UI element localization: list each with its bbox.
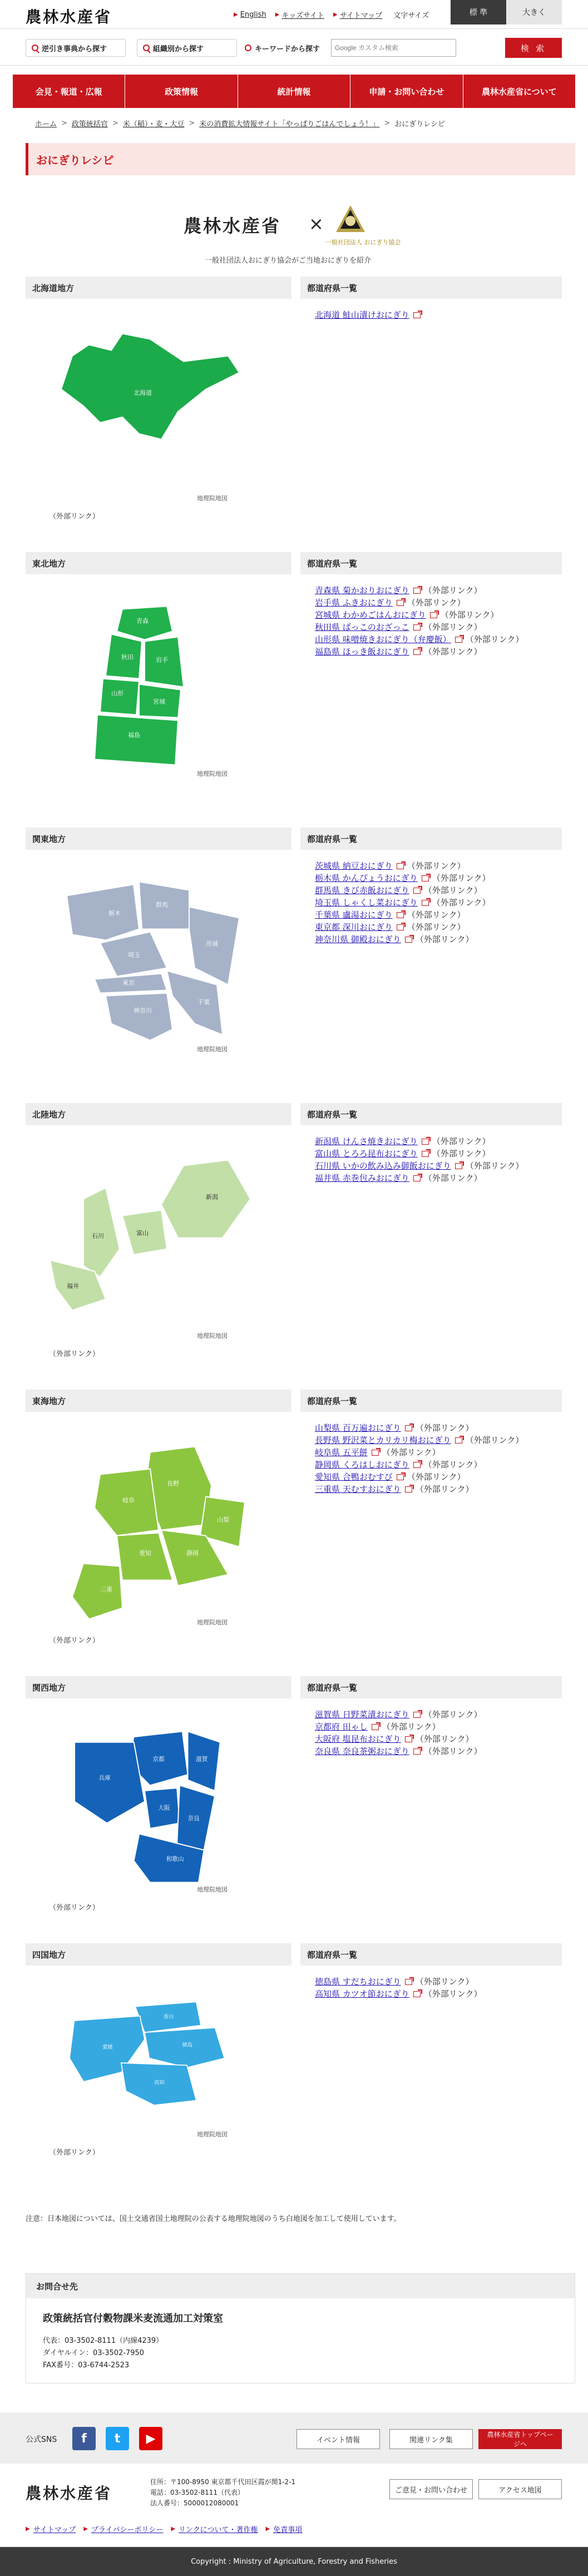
page-title: おにぎりレシピ — [26, 143, 575, 175]
external-link-icon — [413, 1991, 421, 1997]
breadcrumb-current: おにぎりレシピ — [394, 120, 445, 129]
prefecture-recipe-link[interactable]: 愛知県 合鴨おむすび — [315, 1472, 393, 1482]
prefecture-item — [315, 872, 490, 884]
search-by-org-label: 組織別から探す — [153, 45, 204, 53]
external-link-label: （外部リンク） — [423, 622, 482, 632]
footer-address — [150, 2477, 295, 2509]
map-label: 秋田 — [121, 653, 134, 661]
contact-box — [26, 2273, 575, 2383]
prefecture-item — [315, 646, 523, 658]
search-by-issue-button[interactable] — [26, 39, 126, 57]
prefecture-item — [315, 1988, 482, 2000]
external-link-icon — [422, 1139, 429, 1145]
search-icon — [143, 45, 150, 51]
map-label: 和歌山 — [166, 1855, 184, 1863]
external-link-label: （外部リンク） — [415, 1977, 474, 1987]
search-button[interactable]: 検 索 — [505, 38, 562, 58]
region-section — [26, 277, 562, 552]
map-label: 栃木 — [108, 909, 121, 917]
map-label: 岩手 — [156, 656, 168, 664]
region-section — [26, 1676, 562, 1943]
prefecture-recipe-link[interactable]: 岐阜県 五平餅 — [315, 1447, 368, 1457]
external-link-icon — [413, 1712, 421, 1718]
prefecture-shape — [106, 993, 172, 1041]
external-link-label: （外部リンク） — [407, 1472, 466, 1482]
prefecture-list — [315, 1422, 523, 1495]
prefecture-recipe-link[interactable]: 石川県 いかの飲み込み御飯おにぎり — [315, 1161, 451, 1171]
prefecture-recipe-link[interactable]: 新潟県 けんさ焼きおにぎり — [315, 1136, 418, 1146]
prefecture-recipe-link[interactable]: 徳島県 すだちおにぎり — [315, 1977, 401, 1987]
maff-top-button[interactable]: 農林水産省トップページへ — [478, 2429, 562, 2449]
prefecture-item — [315, 1172, 523, 1184]
map-external-note: （外部リンク） — [49, 513, 100, 521]
map-label: 愛媛 — [102, 2044, 113, 2051]
onigiri-association-logo-icon — [334, 204, 367, 235]
external-link-icon — [413, 649, 421, 655]
prefecture-item — [315, 309, 421, 321]
prefecture-recipe-link[interactable]: 京都府 田ゃし — [315, 1722, 368, 1732]
prefecture-recipe-link[interactable]: 大阪府 塩昆布おにぎり — [315, 1734, 401, 1744]
map-external-note: （外部リンク） — [49, 1904, 100, 1912]
external-link-icon — [422, 875, 429, 881]
external-link-icon — [405, 1736, 412, 1742]
external-link-icon — [455, 1437, 462, 1444]
copyright: Copyright : Ministry of Agriculture, Forestry and Fisheries — [0, 2547, 588, 2576]
external-link-label: （外部リンク） — [407, 861, 466, 871]
sitemap-link[interactable]: サイトマップ — [339, 11, 383, 20]
map-label: 茨城 — [206, 940, 218, 948]
external-link-label: （外部リンク） — [423, 885, 482, 895]
contact-dial: ダイヤルイン：03-3502-7950 — [43, 2349, 145, 2357]
prefecture-recipe-link[interactable]: 埼玉県 しゃくし菜おにぎり — [315, 898, 418, 908]
prefecture-item — [315, 909, 490, 921]
external-link-icon — [413, 1748, 421, 1755]
external-link-label: （外部リンク） — [432, 1149, 491, 1159]
external-link-icon — [397, 600, 404, 606]
prefecture-item — [315, 621, 523, 633]
arrow-icon: ▶ — [234, 11, 238, 18]
external-link-label: （外部リンク） — [407, 922, 466, 932]
region-heading: 関西地方 — [26, 1676, 291, 1698]
region-map — [39, 597, 250, 777]
external-link-icon — [413, 1462, 421, 1468]
nav-application[interactable]: 申請・お問い合わせ — [350, 75, 463, 108]
map-label: 東京 — [122, 979, 135, 987]
region-map — [39, 1721, 250, 1893]
prefecture-item — [315, 1976, 482, 1988]
prefecture-item — [315, 1135, 523, 1147]
prefecture-shape — [67, 885, 139, 940]
external-link-icon — [422, 900, 429, 906]
prefecture-recipe-link[interactable]: 栃木県 かんぴょうおにぎり — [315, 873, 418, 883]
gsi-map-credit: 地理院地図 — [197, 1332, 228, 1339]
external-link-icon — [372, 1724, 379, 1730]
map-label: 宮城 — [153, 698, 165, 706]
external-link-label: （外部リンク） — [415, 934, 474, 944]
prefecture-item — [315, 1483, 523, 1495]
external-link-icon — [422, 1151, 429, 1157]
map-label: 神奈川 — [134, 1007, 152, 1014]
region-section — [26, 1390, 562, 1676]
prefecture-recipe-link[interactable]: 三重県 天むすおにぎり — [315, 1484, 401, 1494]
prefecture-list-heading: 都道府県一覧 — [300, 552, 562, 574]
external-link-label: （外部リンク） — [465, 634, 524, 644]
region-heading: 四国地方 — [26, 1943, 291, 1966]
access-map-button[interactable]: アクセス地図 — [478, 2479, 562, 2499]
nav-press[interactable]: 会見・報道・広報 — [13, 75, 125, 108]
map-label: 石川 — [92, 1232, 104, 1240]
prefecture-list-heading: 都道府県一覧 — [300, 1390, 562, 1412]
prefecture-list-heading: 都道府県一覧 — [300, 277, 562, 299]
region-heading: 北海道地方 — [26, 277, 291, 299]
footer-sitemap-link[interactable]: サイトマップ — [33, 2526, 76, 2534]
map-label: 北海道 — [134, 389, 152, 397]
external-link-icon — [455, 1163, 462, 1169]
region-heading: 東海地方 — [26, 1390, 291, 1412]
region-map — [39, 1988, 250, 2138]
banner — [0, 204, 588, 277]
kids-site-link[interactable]: キッズサイト — [281, 11, 324, 20]
external-link-label: （外部リンク） — [415, 1423, 474, 1433]
breadcrumb-home[interactable]: ホーム — [35, 120, 57, 129]
breadcrumb-policy[interactable]: 政策統括官 — [71, 120, 108, 129]
prefecture-item — [315, 1733, 482, 1745]
external-link-label: （外部リンク） — [423, 1173, 482, 1183]
breadcrumb: ホーム > 政策統括官 > 米（稲）・麦・大豆 > 米の消費拡大情報サイト「やっぱりごはんでしょう！」 > おにぎりレシピ — [35, 119, 445, 129]
external-link-label: （外部リンク） — [465, 1161, 524, 1171]
prefecture-recipe-link[interactable]: 山形県 味噌焼きおにぎり（弁慶飯） — [315, 634, 451, 644]
region-section — [26, 1103, 562, 1390]
opinion-button[interactable]: ご意見・お問い合わせ — [389, 2479, 473, 2499]
prefecture-item — [315, 633, 523, 646]
map-label: 香川 — [163, 2013, 174, 2020]
prefecture-recipe-link[interactable]: 滋賀県 日野菜漬おにぎり — [315, 1710, 409, 1720]
map-label: 山梨 — [217, 1516, 229, 1524]
prefecture-recipe-link[interactable]: 宮城県 わかめごはんおにぎり — [315, 610, 426, 620]
external-link-label: （外部リンク） — [432, 898, 491, 908]
footer-tel: 電話：03-3502-8111（代表） — [150, 2489, 245, 2496]
regions-section — [0, 277, 588, 2188]
twitter-icon[interactable]: t — [106, 2427, 129, 2450]
prefecture-recipe-link[interactable]: 富山県 とろろ昆布おにぎり — [315, 1149, 418, 1159]
search-by-org-button[interactable] — [137, 39, 237, 57]
external-link-icon — [455, 637, 462, 643]
keyword-search-label — [245, 39, 320, 57]
region-map — [39, 1147, 250, 1339]
prefecture-shape — [167, 971, 223, 1035]
breadcrumb-rice-site[interactable]: 米の消費拡大情報サイト「やっぱりごはんでしょう！」 — [199, 120, 380, 129]
nav-about[interactable]: 農林水産省について — [481, 86, 557, 97]
prefecture-list — [315, 1976, 482, 2000]
map-label: 三重 — [100, 1585, 112, 1593]
gsi-map-credit: 地理院地図 — [197, 1619, 228, 1626]
prefecture-shape — [72, 1564, 122, 1619]
map-label: 大阪 — [158, 1804, 170, 1811]
sns-label: 公式SNS — [26, 2435, 57, 2444]
region-map — [39, 872, 250, 1053]
contact-department: 政策統括官付穀物課米麦流通加工対策室 — [43, 2313, 223, 2324]
region-map — [39, 321, 250, 502]
external-link-icon — [413, 1175, 421, 1181]
map-external-note: （外部リンク） — [49, 1350, 100, 1358]
sns-bar — [0, 2412, 588, 2464]
external-link-label: （外部リンク） — [407, 598, 466, 608]
map-label: 兵庫 — [98, 1774, 111, 1782]
contact-fax: FAX番号：03-6744-2523 — [43, 2361, 130, 2370]
map-label: 京都 — [152, 1755, 165, 1763]
gsi-map-credit: 地理院地図 — [197, 2131, 228, 2138]
external-link-icon — [397, 912, 404, 918]
region-section — [26, 1943, 562, 2188]
prefecture-recipe-link[interactable]: 茨城県 納豆おにぎり — [315, 861, 393, 871]
prefecture-item — [315, 884, 490, 897]
facebook-icon[interactable]: f — [72, 2427, 96, 2450]
prefecture-list-heading: 都道府県一覧 — [300, 1676, 562, 1698]
footer-logo[interactable]: 農林水産省 — [26, 2484, 112, 2503]
map-label: 徳島 — [182, 2042, 193, 2048]
banner-maff-logo: 農林水産省 — [184, 215, 281, 237]
external-link-label: （外部リンク） — [432, 873, 491, 883]
external-link-label: （外部リンク） — [432, 1136, 491, 1146]
external-link-icon — [397, 1474, 404, 1480]
external-link-icon — [405, 1425, 412, 1431]
region-heading: 東北地方 — [26, 552, 291, 574]
youtube-icon[interactable]: ▶ — [139, 2427, 162, 2450]
prefecture-list — [315, 309, 421, 321]
banner-association: 一般社団法人 おにぎり協会 — [325, 239, 401, 246]
gsi-map-credit: 地理院地図 — [197, 1886, 228, 1893]
contact-rep: 代表：03-3502-8111（内線4239） — [43, 2337, 164, 2345]
footer-disclaimer-link[interactable]: 免責事項 — [273, 2526, 303, 2534]
footer-address-line: 住所：〒100-8950 東京都千代田区霞が関1-2-1 — [150, 2478, 296, 2486]
prefecture-item — [315, 1745, 482, 1757]
map-notice: 注意：日本地図については、国土交通省国土地理院の公表する地理院地図のうち白地図を加工して使用しています。 — [26, 2215, 401, 2223]
map-label: 高知 — [154, 2079, 165, 2086]
contact-heading: お問合せ先 — [26, 2274, 575, 2298]
prefecture-item — [315, 897, 490, 909]
prefecture-item — [315, 1459, 523, 1471]
prefecture-item — [315, 1422, 523, 1434]
prefecture-list-heading: 都道府県一覧 — [300, 1943, 562, 1966]
external-link-icon — [405, 1486, 412, 1493]
external-link-icon — [413, 312, 421, 318]
prefecture-list-heading: 都道府県一覧 — [300, 1103, 562, 1125]
gsi-map-credit: 地理院地図 — [197, 1046, 228, 1053]
prefecture-list — [315, 584, 523, 658]
gsi-map-credit: 地理院地図 — [197, 495, 228, 502]
prefecture-shape — [61, 334, 239, 440]
footer-corp-no: 法人番号：5000012080001 — [150, 2499, 239, 2507]
map-label: 新潟 — [206, 1193, 218, 1201]
external-link-icon — [430, 612, 437, 618]
keyword-label-text: キーワードから探す — [255, 45, 320, 53]
breadcrumb-rice[interactable]: 米（稲）・麦・大豆 — [122, 120, 185, 129]
event-info-button[interactable]: イベント情報 — [297, 2429, 380, 2449]
prefecture-recipe-link[interactable]: 高知県 カツオ節おにぎり — [315, 1989, 409, 1999]
external-link-label: （外部リンク） — [423, 1460, 482, 1470]
site-logo[interactable]: 農林水産省 — [26, 8, 112, 26]
external-link-label: （外部リンク） — [423, 1710, 482, 1720]
prefecture-item — [315, 584, 523, 597]
prefecture-list — [315, 1135, 523, 1184]
map-external-note: （外部リンク） — [49, 1637, 100, 1645]
map-label: 青森 — [136, 617, 149, 625]
external-link-label: （外部リンク） — [415, 1484, 474, 1494]
global-nav — [13, 75, 575, 108]
region-heading: 関東地方 — [26, 828, 291, 850]
font-size-label: 文字サイズ — [393, 11, 429, 20]
prefecture-list-heading: 都道府県一覧 — [300, 828, 562, 850]
prefecture-recipe-link[interactable]: 長野県 野沢菜とカリカリ梅おにぎり — [315, 1435, 451, 1445]
map-external-note: （外部リンク） — [49, 2149, 100, 2157]
external-link-label: （外部リンク） — [407, 910, 466, 920]
footer-links: ▶ サイトマップ ▶ プライバシーポリシー ▶ リンクについて・著作権 ▶ 免責事項 — [26, 2524, 302, 2534]
prefecture-shape — [95, 715, 178, 765]
arrow-icon: ▶ — [275, 11, 280, 18]
search-by-issue-label: 逆引き事典から探す — [42, 45, 107, 53]
prefecture-shape — [75, 1742, 145, 1823]
top-links — [234, 0, 429, 29]
prefecture-recipe-link[interactable]: 北海道 鮭山漬けおにぎり — [315, 310, 409, 320]
region-section — [26, 552, 562, 828]
external-link-icon — [397, 863, 404, 869]
external-link-icon — [413, 888, 421, 894]
map-label: 富山 — [136, 1229, 149, 1237]
external-link-label: （外部リンク） — [382, 1447, 441, 1457]
prefecture-item — [315, 860, 490, 872]
external-link-icon — [405, 1979, 412, 1985]
prefecture-recipe-link[interactable]: 福井県 赤巻包みおにぎり — [315, 1173, 409, 1183]
nav-policy[interactable]: 政策情報 — [125, 75, 238, 108]
english-link[interactable]: English — [240, 10, 266, 19]
map-label: 埼玉 — [128, 951, 140, 959]
region-heading: 北陸地方 — [26, 1103, 291, 1125]
prefecture-item — [315, 1721, 482, 1733]
search-icon — [245, 45, 251, 51]
prefecture-item — [315, 1147, 523, 1160]
external-link-icon — [372, 1450, 379, 1456]
prefecture-recipe-link[interactable]: 岩手県 ふきおにぎり — [315, 598, 393, 608]
footer-copyright-link[interactable]: リンクについて・著作権 — [179, 2526, 258, 2534]
banner-subtitle: 一般社団法人おにぎり協会がご当地おにぎりを紹介 — [205, 257, 372, 265]
external-link-icon — [397, 924, 404, 930]
font-size-standard-button[interactable]: 標 準 — [451, 0, 506, 24]
map-label: 奈良 — [187, 1815, 200, 1823]
prefecture-item — [315, 1708, 482, 1721]
prefecture-item — [315, 1160, 523, 1172]
arrow-icon: ▶ — [333, 11, 338, 18]
map-label: 長野 — [167, 1480, 179, 1488]
prefecture-item — [315, 1471, 523, 1483]
prefecture-recipe-link[interactable]: 静岡県 くろはしおにぎり — [315, 1460, 409, 1470]
search-row — [0, 29, 588, 66]
banner-cross: × — [309, 213, 324, 234]
prefecture-recipe-link[interactable]: 福島県 ほっき飯おにぎり — [315, 647, 409, 657]
prefecture-recipe-link[interactable]: 奈良県 奈良茶粥おにぎり — [315, 1746, 409, 1756]
map-label: 山形 — [111, 689, 123, 697]
related-links-button[interactable]: 関連リンク集 — [389, 2429, 473, 2449]
footer-privacy-link[interactable]: プライバシーポリシー — [91, 2526, 164, 2534]
map-label: 千葉 — [197, 998, 210, 1006]
nav-statistics[interactable]: 統計情報 — [238, 75, 350, 108]
prefecture-recipe-link[interactable]: 神奈川県 御殿おにぎり — [315, 934, 401, 944]
map-label: 福井 — [67, 1282, 79, 1290]
map-label: 愛知 — [139, 1549, 151, 1557]
top-bar — [0, 0, 588, 29]
external-link-icon — [413, 588, 421, 594]
region-section — [26, 828, 562, 1103]
map-label: 群馬 — [156, 901, 168, 909]
external-link-label: （外部リンク） — [423, 647, 482, 657]
prefecture-list — [315, 860, 490, 945]
map-label: 岐阜 — [122, 1496, 135, 1504]
search-icon — [32, 45, 38, 51]
prefecture-item — [315, 1434, 523, 1446]
map-label: 滋賀 — [196, 1755, 208, 1763]
contact-body — [26, 2298, 575, 2383]
external-link-label: （外部リンク） — [423, 1989, 482, 1999]
external-link-label: （外部リンク） — [415, 1734, 474, 1744]
prefecture-item — [315, 933, 490, 945]
external-link-icon — [405, 937, 412, 943]
footer-main — [0, 2464, 588, 2547]
prefecture-list — [315, 1708, 482, 1757]
gsi-map-credit: 地理院地図 — [197, 770, 228, 777]
map-label: 福島 — [128, 731, 140, 739]
prefecture-item — [315, 597, 523, 609]
map-label: 静岡 — [186, 1549, 199, 1557]
font-size-large-button[interactable]: 大きく — [506, 0, 562, 24]
external-link-label: （外部リンク） — [423, 1746, 482, 1756]
external-link-label: （外部リンク） — [465, 1435, 524, 1445]
prefecture-recipe-link[interactable]: 山梨県 百万遍おにぎり — [315, 1423, 401, 1433]
prefecture-recipe-link[interactable]: 千葉県 盧湯おにぎり — [315, 910, 393, 920]
prefecture-recipe-link[interactable]: 群馬県 きび赤飯おにぎり — [315, 885, 409, 895]
prefecture-item — [315, 609, 523, 621]
search-input[interactable] — [331, 39, 456, 57]
prefecture-item — [315, 1446, 523, 1459]
external-link-label: （外部リンク） — [382, 1722, 441, 1732]
prefecture-recipe-link[interactable]: 秋田県 ばっこのおざっこ — [315, 622, 409, 632]
prefecture-recipe-link[interactable]: 東京都 深川おにぎり — [315, 922, 393, 932]
region-map — [39, 1434, 250, 1626]
prefecture-recipe-link[interactable]: 青森県 菊かおりおにぎり — [315, 585, 409, 595]
external-link-label: （外部リンク） — [423, 585, 482, 595]
prefecture-item — [315, 921, 490, 933]
external-link-icon — [413, 624, 421, 631]
external-link-label: （外部リンク） — [440, 610, 499, 620]
